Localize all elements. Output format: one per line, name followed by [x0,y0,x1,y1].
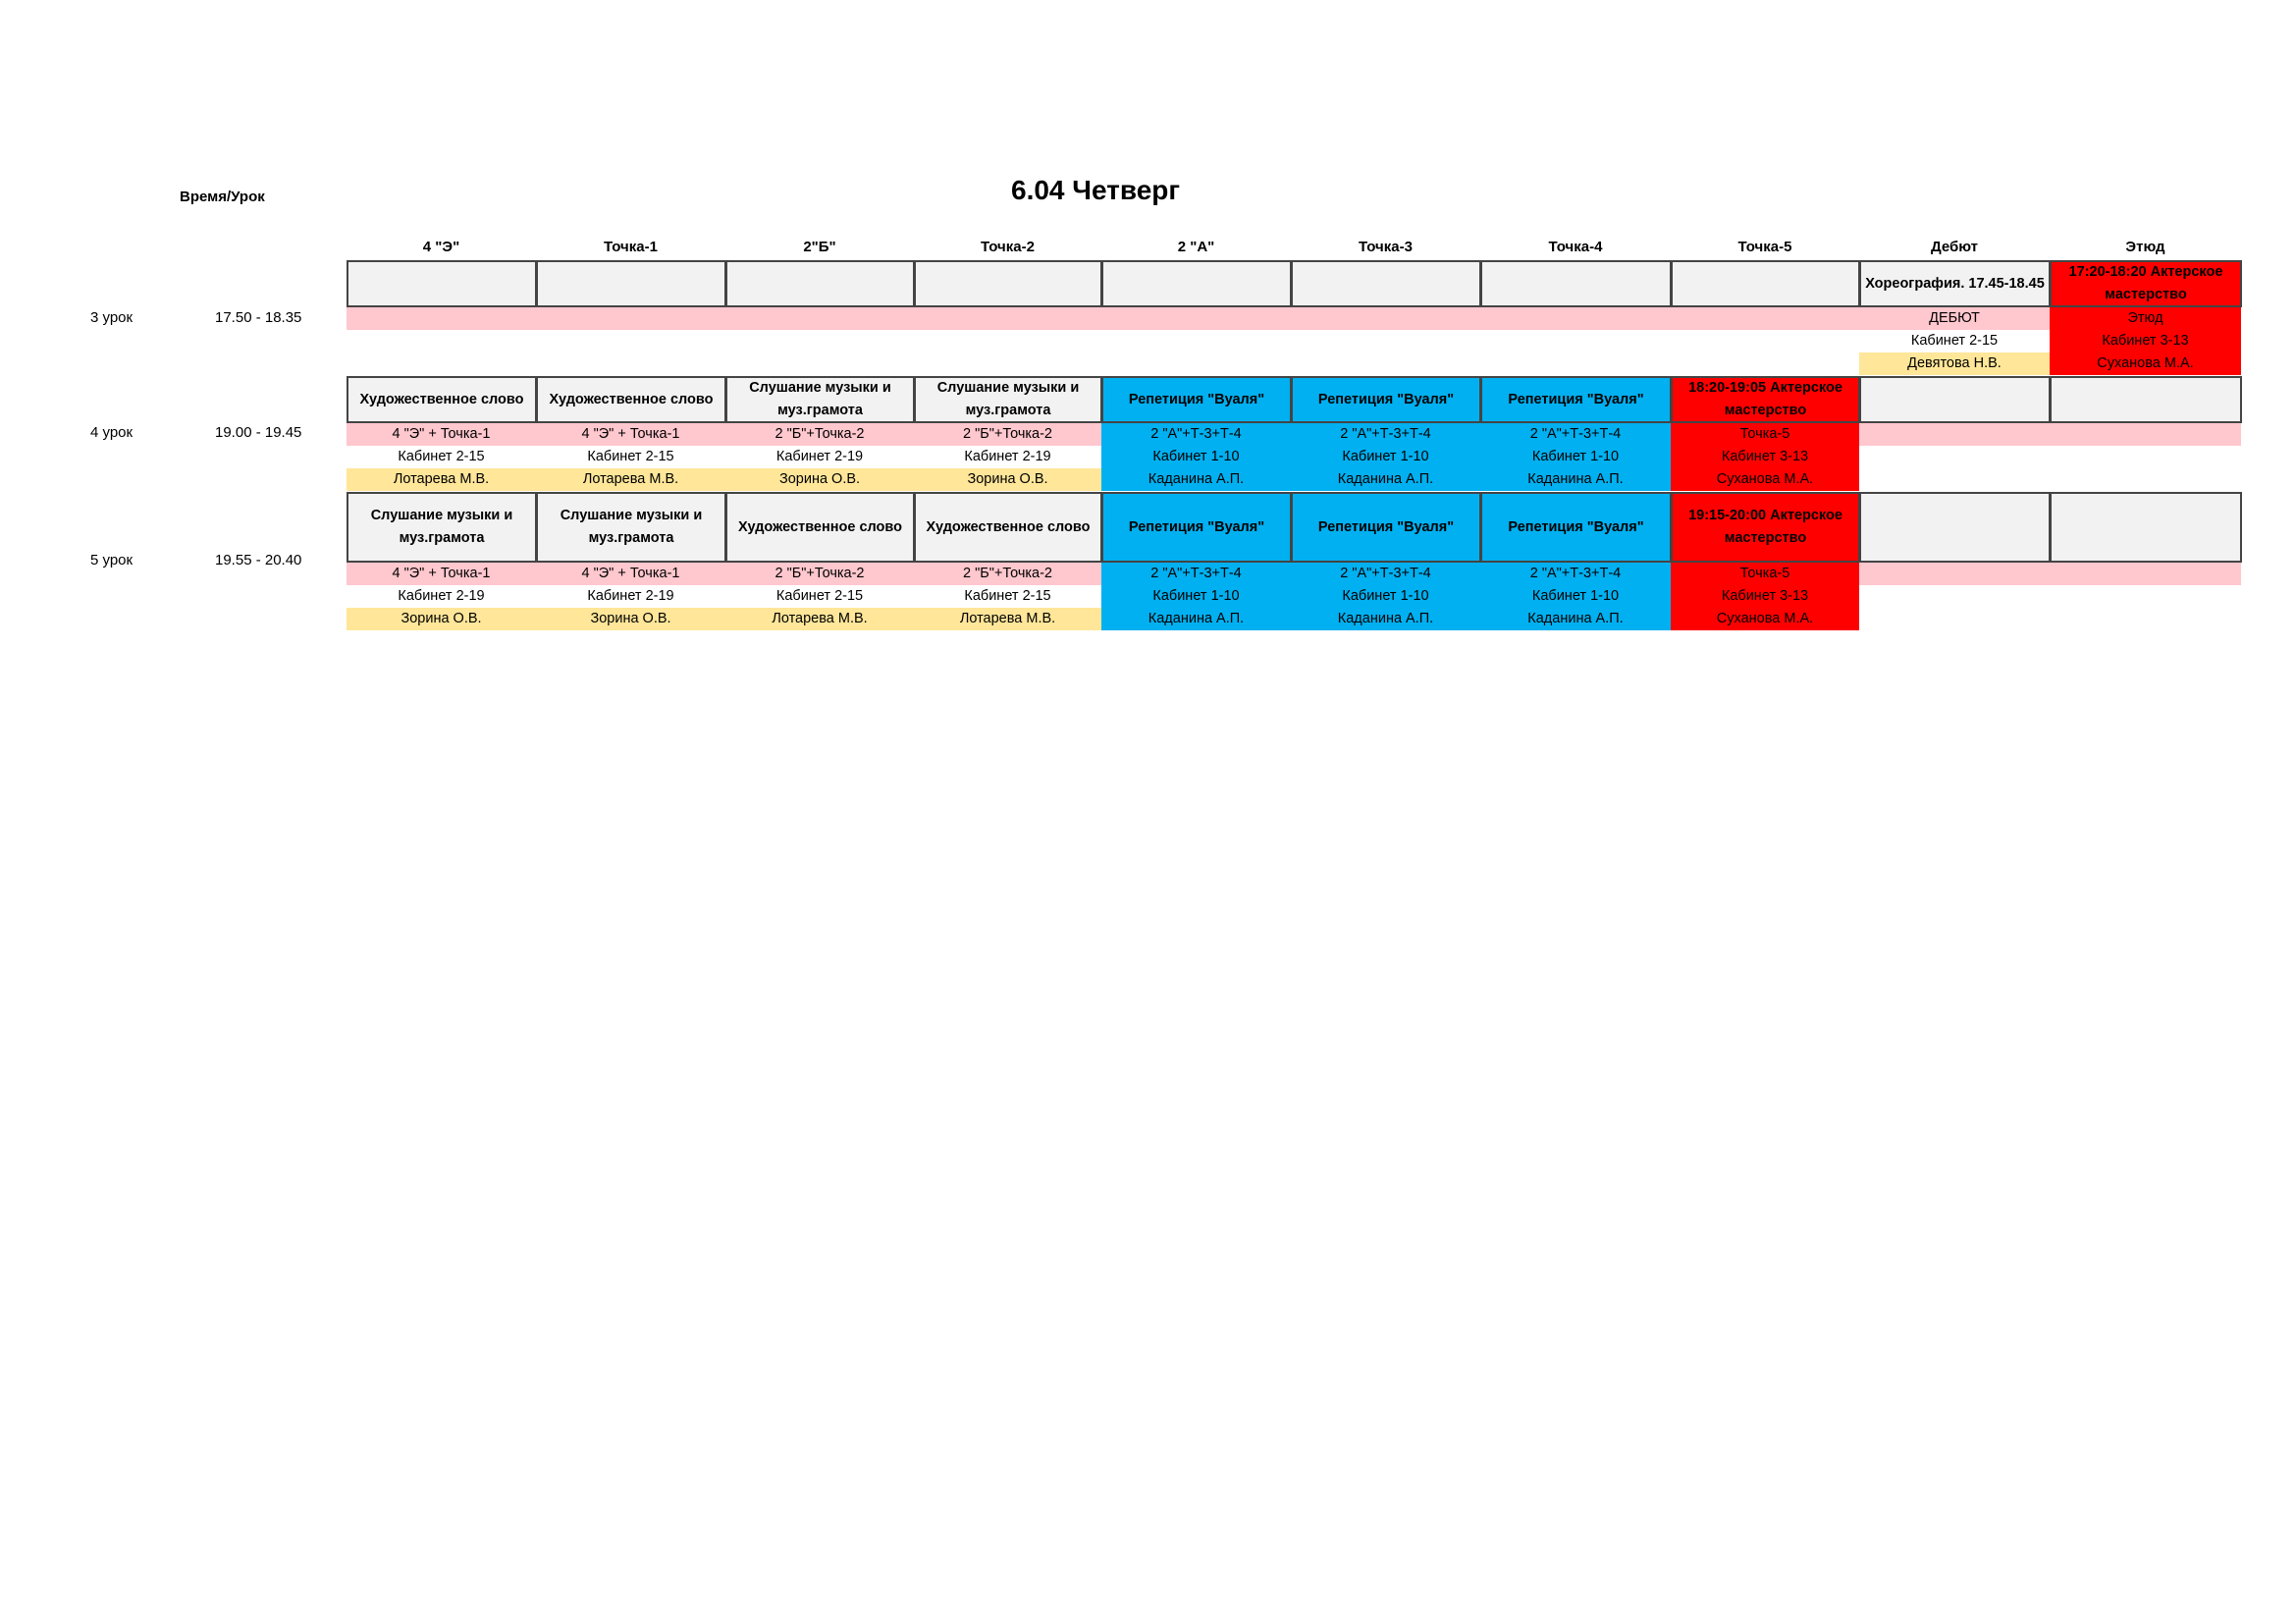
teacher-text: Лотарева М.В. [347,468,536,491]
subject-cell [2050,376,2242,423]
subject-cell: Слушание музыки и муз.грамота [347,492,537,563]
room-text: Кабинет 2-15 [1910,333,1999,349]
subject-cell [1291,260,1481,307]
room-text: Кабинет 1-10 [1480,446,1671,468]
lesson-label: 3 урок [90,309,133,326]
column-header: Этюд [2125,239,2165,255]
group-text: 2 "А"+Т-3+Т-4 [1291,423,1480,446]
group-row-band [1859,423,2241,446]
subject-cell [914,260,1102,307]
subject-cell: 18:20-19:05 Актерское мастерство [1671,376,1860,423]
group-text: 4 "Э" + Точка-1 [536,423,725,446]
group-text: 2 "А"+Т-3+Т-4 [1101,423,1291,446]
room-text: Кабинет 2-15 [398,449,485,464]
column-header: Дебют [1930,239,1979,255]
subject-cell: Художественное слово [725,492,915,563]
teacher-text: Девятова Н.В. [1859,352,2050,375]
room-text: Кабинет 1-10 [1480,585,1671,608]
group-text: 2 "Б"+Точка-2 [914,423,1101,446]
column-header: 2 "А" [1177,239,1215,255]
subject-cell: Репетиция "Вуаля" [1101,492,1292,563]
group-text: ДЕБЮТ [1859,307,2050,330]
subject-cell: Слушание музыки и муз.грамота [536,492,726,563]
teacher-text: Каданина А.П. [1291,608,1480,630]
teacher-text: Каданина А.П. [1101,608,1291,630]
group-text: 2 "Б"+Точка-2 [725,563,914,585]
group-text: 4 "Э" + Точка-1 [347,563,536,585]
teacher-text: Зорина О.В. [347,608,536,630]
room-text: Кабинет 2-19 [587,588,674,604]
column-header: Точка-1 [604,239,658,255]
subject-cell: Слушание музыки и муз.грамота [725,376,915,423]
lesson-label: 5 урок [90,552,133,568]
subject-cell [347,260,537,307]
subject-cell: 19:15-20:00 Актерское мастерство [1671,492,1860,563]
room-text: Кабинет 3-13 [2050,330,2241,352]
time-header: Время/Урок [180,189,265,205]
subject-cell: Репетиция "Вуаля" [1480,492,1672,563]
room-text: Кабинет 1-10 [1291,446,1480,468]
subject-cell: Художественное слово [347,376,537,423]
room-text: Кабинет 1-10 [1291,585,1480,608]
column-header: Точка-5 [1737,239,1792,255]
group-text: 2 "Б"+Точка-2 [914,563,1101,585]
column-header: 4 "Э" [422,239,460,255]
teacher-text: Лотарева М.В. [914,608,1101,630]
subject-cell: Репетиция "Вуаля" [1101,376,1292,423]
group-text: 2 "А"+Т-3+Т-4 [1480,423,1671,446]
room-text: Кабинет 2-15 [587,449,674,464]
column-header: Точка-3 [1359,239,1413,255]
teacher-text: Лотарева М.В. [725,608,914,630]
subject-cell: Художественное слово [914,492,1102,563]
group-text: 2 "А"+Т-3+Т-4 [1291,563,1480,585]
column-header: 2"Б" [803,239,836,255]
subject-cell: Хореография. 17.45-18.45 [1859,260,2051,307]
room-text: Кабинет 3-13 [1671,446,1859,468]
lesson-time: 19.55 - 20.40 [215,552,302,568]
lesson-time: 19.00 - 19.45 [215,424,302,441]
group-text: 4 "Э" + Точка-1 [347,423,536,446]
lesson-label: 4 урок [90,424,133,441]
room-text: Кабинет 1-10 [1101,446,1291,468]
teacher-text: Зорина О.В. [914,468,1101,491]
room-text: Кабинет 2-19 [964,449,1051,464]
column-header: Точка-4 [1548,239,1603,255]
room-text: Кабинет 2-15 [964,588,1051,604]
subject-cell [2050,492,2242,563]
subject-cell [1480,260,1672,307]
subject-cell [1671,260,1860,307]
teacher-text: Суханова М.А. [1671,468,1859,491]
teacher-text: Каданина А.П. [1101,468,1291,491]
group-row-band [347,307,1859,330]
room-text: Кабинет 3-13 [1671,585,1859,608]
subject-cell [1101,260,1292,307]
subject-cell [1859,492,2051,563]
column-header: Точка-2 [981,239,1035,255]
subject-cell: 17:20-18:20 Актерское мастерство [2050,260,2242,307]
teacher-text: Зорина О.В. [725,468,914,491]
group-text: 2 "А"+Т-3+Т-4 [1101,563,1291,585]
lesson-time: 17.50 - 18.35 [215,309,302,326]
page-title: 6.04 Четверг [1011,175,1181,205]
subject-cell: Репетиция "Вуаля" [1291,492,1481,563]
subject-cell [1859,376,2051,423]
subject-cell: Художественное слово [536,376,726,423]
teacher-text: Каданина А.П. [1291,468,1480,491]
subject-cell: Слушание музыки и муз.грамота [914,376,1102,423]
subject-cell: Репетиция "Вуаля" [1291,376,1481,423]
room-text: Кабинет 2-19 [398,588,485,604]
teacher-text: Лотарева М.В. [536,468,725,491]
group-text: 2 "А"+Т-3+Т-4 [1480,563,1671,585]
teacher-text: Зорина О.В. [536,608,725,630]
teacher-text: Суханова М.А. [1671,608,1859,630]
teacher-text: Каданина А.П. [1480,468,1671,491]
group-text: 4 "Э" + Точка-1 [536,563,725,585]
group-text: Точка-5 [1671,563,1859,585]
group-row-band [1859,563,2241,585]
room-text: Кабинет 2-19 [775,449,864,464]
teacher-text: Суханова М.А. [2050,352,2241,375]
room-text: Кабинет 2-15 [775,588,864,604]
group-text: Этюд [2050,307,2241,330]
room-text: Кабинет 1-10 [1101,585,1291,608]
subject-cell: Репетиция "Вуаля" [1480,376,1672,423]
subject-cell [725,260,915,307]
teacher-text: Каданина А.П. [1480,608,1671,630]
group-text: 2 "Б"+Точка-2 [725,423,914,446]
subject-cell [536,260,726,307]
group-text: Точка-5 [1671,423,1859,446]
